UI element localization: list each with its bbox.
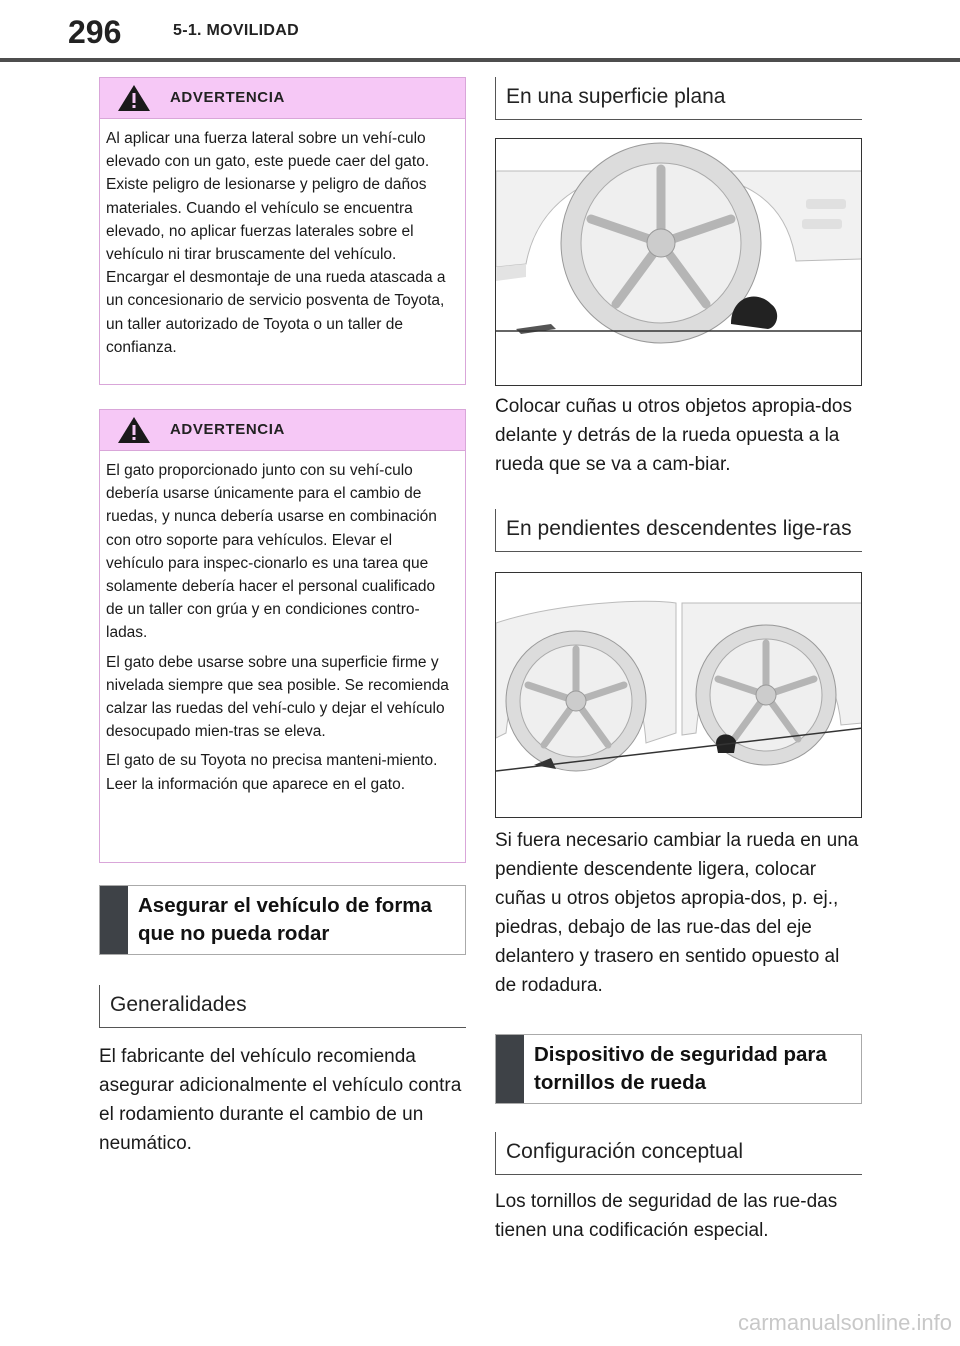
warning-label: ADVERTENCIA — [170, 89, 285, 106]
warning-header — [100, 78, 465, 119]
slope-wheels-illustration — [495, 572, 862, 818]
section-heading-text: Dispositivo de seguridad para tornillos de rueda — [534, 1043, 827, 1094]
header-rule — [0, 58, 960, 62]
heading-bar — [100, 886, 128, 954]
warning-box-2 — [99, 409, 466, 863]
right-column — [495, 77, 862, 1245]
wheel-chock-illustration — [495, 138, 862, 386]
subheading-generalidades: Generalidades — [99, 985, 466, 1028]
section-title: 5-1. MOVILIDAD — [173, 22, 299, 39]
warning-text — [100, 119, 465, 369]
heading-bar — [496, 1035, 524, 1103]
body-paragraph-flat: Colocar cuñas u otros objetos apropia-dos delante y detrás de la rueda opuesta a la rueda que se va a cam-biar. — [495, 396, 852, 475]
warning-text — [100, 451, 465, 806]
section-heading-text: Asegurar el vehículo de forma que no pueda rodar — [138, 894, 432, 945]
watermark: carmanualsonline.info — [737, 1310, 952, 1335]
warning-triangle-icon — [116, 83, 152, 113]
warning-paragraph-1: El gato proporcionado junto con su vehí-culo debería usarse únicamente para el cambio de ruedas, y nunca debería usarse en combinación con otro soporte para vehículos. Elevar el vehículo para inspec-cionarlo es una tarea que solamente debería hacer el personal cualificado de un taller con grúa y en condiciones contro-ladas. — [106, 462, 437, 642]
flat-surface-figure — [496, 139, 862, 385]
subheading-slope: En pendientes descendentes lige-ras — [495, 509, 862, 552]
warning-triangle-icon — [116, 415, 152, 445]
section-heading-secure-vehicle — [99, 885, 466, 955]
subheading-conceptual: Configuración conceptual — [495, 1132, 862, 1175]
body-paragraph-bolts: Los tornillos de seguridad de las rue-das tienen una codificación especial. — [495, 1191, 838, 1241]
warning-box-1 — [99, 77, 466, 385]
subheading-flat-surface: En una superficie plana — [495, 77, 862, 120]
warning-header — [100, 410, 465, 451]
section-heading-lock-bolts — [495, 1034, 862, 1104]
slope-figure — [496, 573, 862, 817]
page-header — [0, 0, 960, 62]
body-paragraph: El fabricante del vehículo recomienda asegurar adicionalmente el vehículo contra el rodamiento durante el cambio de un neumático. — [99, 1046, 462, 1154]
left-column — [99, 77, 466, 1158]
page-number: 296 — [68, 14, 122, 50]
warning-paragraph-2: El gato debe usarse sobre una superficie firme y nivelada siempre que sea posible. Se recomienda calzar las ruedas del vehí-culo y dejar el vehículo desocupado mien-tras se eleva. — [106, 653, 449, 741]
body-paragraph-slope: Si fuera necesario cambiar la rueda en una pendiente descendente ligera, colocar cuñas u otros objetos apropia-dos, p. ej., piedras, debajo de las rue-das del eje delantero y trasero en sentido opuesto al de rodadura. — [495, 830, 859, 996]
warning-label: ADVERTENCIA — [170, 421, 285, 438]
warning-paragraph-3: El gato de su Toyota no precisa manteni-miento. Leer la información que aparece en el gato. — [106, 752, 438, 793]
warning-paragraph: Al aplicar una fuerza lateral sobre un vehí-culo elevado con un gato, este puede caer del gato. Existe peligro de lesionarse y peligro de daños materiales. Cuando el vehículo se encuentra elevado, no aplicar fuerzas laterales sobre el vehículo ni tirar bruscamente del vehículo. Encargar el desmontaje de una rueda atascada a un concesionario de servicio posventa de Toyota, un taller autorizado de Toyota o un taller de confianza. — [106, 130, 446, 356]
